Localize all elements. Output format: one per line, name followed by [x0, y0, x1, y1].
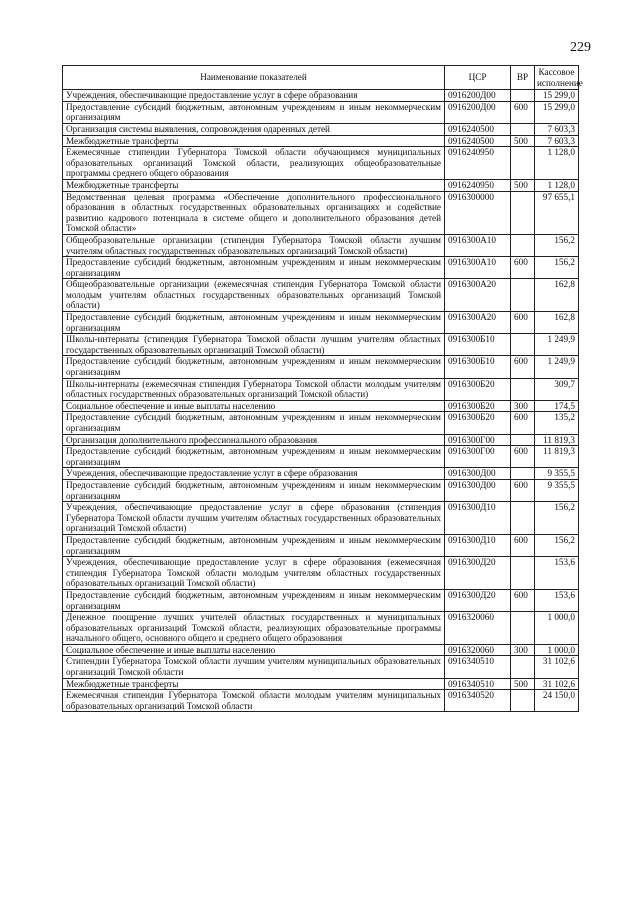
row-vr	[511, 147, 535, 180]
row-vr: 600	[511, 412, 535, 434]
row-amount: 31 102,6	[535, 678, 579, 690]
row-csr: 0916300Б20	[445, 378, 511, 400]
row-amount: 162,8	[535, 279, 579, 312]
page-number: 229	[570, 40, 591, 55]
row-csr: 0916300Г00	[445, 434, 511, 446]
table-row	[63, 557, 579, 590]
row-name: Предоставление субсидий бюджетным, автономным учреждениям и иным некоммерческим организациям	[63, 446, 445, 468]
row-name: Денежное поощрение лучших учителей областных государственных и муниципальных образовательных организаций Томской области, реализующих образовательные программы начального общего, основного общего и среднего общего образования	[63, 612, 445, 645]
row-amount: 11 819,3	[535, 434, 579, 446]
row-csr: 0916320060	[445, 612, 511, 645]
row-amount: 135,2	[535, 412, 579, 434]
table-row	[63, 101, 579, 123]
table-row	[63, 179, 579, 191]
row-amount: 1 000,0	[535, 644, 579, 656]
table-row	[63, 356, 579, 378]
row-csr: 0916300Б20	[445, 412, 511, 434]
row-amount: 156,2	[535, 534, 579, 556]
header-name: Наименование показателей	[63, 66, 445, 90]
row-csr: 0916300Д20	[445, 557, 511, 590]
table-body	[63, 90, 579, 712]
table-row	[63, 191, 579, 234]
table-row	[63, 234, 579, 256]
row-name: Предоставление субсидий бюджетным, автономным учреждениям и иным некоммерческим организациям	[63, 101, 445, 123]
row-name: Учреждения, обеспечивающие предоставление услуг в сфере образования	[63, 468, 445, 480]
header-vr: ВР	[511, 66, 535, 90]
table-row	[63, 656, 579, 678]
row-name: Ежемесячная стипендия Губернатора Томской области молодым учителям муниципальных образовательных организаций Томской области	[63, 690, 445, 712]
row-csr: 0916300000	[445, 191, 511, 234]
row-amount: 15 299,0	[535, 90, 579, 102]
row-vr	[511, 90, 535, 102]
row-amount: 1 249,9	[535, 334, 579, 356]
row-name: Учреждения, обеспечивающие предоставление услуг в сфере образования (стипендия Губернатора Томской области лучшим учителям областных государственных образовательных организаций Томской области)	[63, 502, 445, 535]
row-name: Организация дополнительного профессионального образования	[63, 434, 445, 446]
row-vr	[511, 612, 535, 645]
table-row	[63, 334, 579, 356]
row-name: Предоставление субсидий бюджетным, автономным учреждениям и иным некоммерческим организациям	[63, 412, 445, 434]
row-amount: 162,8	[535, 312, 579, 334]
row-name: Предоставление субсидий бюджетным, автономным учреждениям и иным некоммерческим организациям	[63, 534, 445, 556]
row-amount: 97 655,1	[535, 191, 579, 234]
table-row	[63, 678, 579, 690]
row-name: Учреждения, обеспечивающие предоставление услуг в сфере образования	[63, 90, 445, 102]
row-vr	[511, 557, 535, 590]
row-csr: 0916300Г00	[445, 446, 511, 468]
table-row	[63, 502, 579, 535]
row-amount: 1 249,9	[535, 356, 579, 378]
row-vr: 500	[511, 179, 535, 191]
row-csr: 0916240500	[445, 135, 511, 147]
row-vr	[511, 468, 535, 480]
row-amount: 7 603,3	[535, 135, 579, 147]
table-header	[63, 66, 583, 90]
row-name: Предоставление субсидий бюджетным, автономным учреждениям и иным некоммерческим организациям	[63, 356, 445, 378]
table-row	[63, 612, 579, 645]
row-amount: 309,7	[535, 378, 579, 400]
row-csr: 0916200Д00	[445, 101, 511, 123]
row-name: Социальное обеспечение и иные выплаты населению	[63, 400, 445, 412]
row-vr: 600	[511, 257, 535, 279]
row-name: Школы-интернаты (стипендия Губернатора Томской области лучшим учителям областных государственных образовательных организаций Томской области)	[63, 334, 445, 356]
row-name: Межбюджетные трансферты	[63, 678, 445, 690]
row-csr: 0916200Д00	[445, 90, 511, 102]
row-vr	[511, 334, 535, 356]
row-vr: 600	[511, 312, 535, 334]
table-row	[63, 90, 579, 102]
row-csr: 0916300Д00	[445, 479, 511, 501]
row-amount: 156,2	[535, 257, 579, 279]
row-csr: 0916240500	[445, 123, 511, 135]
table-row	[63, 446, 579, 468]
row-vr: 300	[511, 644, 535, 656]
row-csr: 0916320060	[445, 644, 511, 656]
table-row	[63, 468, 579, 480]
row-csr: 0916300Д10	[445, 534, 511, 556]
table-row	[63, 257, 579, 279]
table-row	[63, 412, 579, 434]
row-amount: 153,6	[535, 589, 579, 611]
row-amount: 15 299,0	[535, 101, 579, 123]
row-vr	[511, 123, 535, 135]
row-amount: 24 150,0	[535, 690, 579, 712]
row-name: Межбюджетные трансферты	[63, 135, 445, 147]
row-csr: 0916300Б20	[445, 400, 511, 412]
row-amount: 153,6	[535, 557, 579, 590]
row-name: Организация системы выявления, сопровождения одаренных детей	[63, 123, 445, 135]
row-csr: 0916300Д20	[445, 589, 511, 611]
table-row	[63, 690, 579, 712]
row-name: Стипендии Губернатора Томской области лучшим учителям муниципальных образовательных организаций Томской области	[63, 656, 445, 678]
row-vr	[511, 378, 535, 400]
row-vr	[511, 234, 535, 256]
row-csr: 0916340520	[445, 690, 511, 712]
row-vr: 600	[511, 446, 535, 468]
row-vr	[511, 434, 535, 446]
table-row	[63, 147, 579, 180]
row-name: Социальное обеспечение и иные выплаты населению	[63, 644, 445, 656]
row-amount: 156,2	[535, 502, 579, 535]
table-row	[63, 279, 579, 312]
row-amount: 1 000,0	[535, 612, 579, 645]
row-csr: 0916240950	[445, 179, 511, 191]
row-name: Предоставление субсидий бюджетным, автономным учреждениям и иным некоммерческим организациям	[63, 479, 445, 501]
row-vr: 500	[511, 678, 535, 690]
table-row	[63, 400, 579, 412]
row-amount: 9 355,5	[535, 479, 579, 501]
row-vr: 500	[511, 135, 535, 147]
table-row	[63, 434, 579, 446]
row-csr: 0916300Д00	[445, 468, 511, 480]
row-vr	[511, 690, 535, 712]
row-name: Ежемесячные стипендии Губернатора Томской области обучающимся муниципальных образовательных организаций Томской области, реализующих общеобразовательные программы среднего общего образования	[63, 147, 445, 180]
row-vr	[511, 191, 535, 234]
table-row	[63, 479, 579, 501]
row-csr: 0916300Б10	[445, 334, 511, 356]
table-row	[63, 644, 579, 656]
row-csr: 0916300А10	[445, 234, 511, 256]
row-vr: 600	[511, 356, 535, 378]
row-vr	[511, 656, 535, 678]
row-name: Предоставление субсидий бюджетным, автономным учреждениям и иным некоммерческим организациям	[63, 589, 445, 611]
row-vr: 600	[511, 534, 535, 556]
row-csr: 0916340510	[445, 678, 511, 690]
row-name: Общеобразовательные организации (стипендия Губернатора Томской области лучшим учителям областных государственных образовательных организаций Томской области)	[63, 234, 445, 256]
header-csr: ЦСР	[445, 66, 511, 90]
row-vr	[511, 279, 535, 312]
table-row	[63, 589, 579, 611]
budget-table	[62, 65, 583, 712]
header-amount: Кассовое исполнение	[535, 66, 579, 90]
row-name: Предоставление субсидий бюджетным, автономным учреждениям и иным некоммерческим организациям	[63, 312, 445, 334]
table-row	[63, 135, 579, 147]
table-row	[63, 312, 579, 334]
row-vr	[511, 502, 535, 535]
row-amount: 11 819,3	[535, 446, 579, 468]
row-amount: 156,2	[535, 234, 579, 256]
row-csr: 0916240950	[445, 147, 511, 180]
row-amount: 9 355,5	[535, 468, 579, 480]
row-amount: 31 102,6	[535, 656, 579, 678]
row-csr: 0916300Д10	[445, 502, 511, 535]
row-vr: 600	[511, 589, 535, 611]
row-csr: 0916300Б10	[445, 356, 511, 378]
row-name: Ведомственная целевая программа «Обеспечение дополнительного профессионального образования в областных государственных образовательных организациях и содействие развитию кадрового потенциала в системе общего и дополнительного образования детей Томской области»	[63, 191, 445, 234]
row-amount: 1 128,0	[535, 179, 579, 191]
row-csr: 0916300А20	[445, 279, 511, 312]
row-name: Общеобразовательные организации (ежемесячная стипендия Губернатора Томской области молодым учителям областных государственных образовательных организаций Томской области)	[63, 279, 445, 312]
row-name: Межбюджетные трансферты	[63, 179, 445, 191]
row-csr: 0916300А20	[445, 312, 511, 334]
row-vr: 600	[511, 101, 535, 123]
row-name: Предоставление субсидий бюджетным, автономным учреждениям и иным некоммерческим организациям	[63, 257, 445, 279]
row-csr: 0916340510	[445, 656, 511, 678]
row-vr: 300	[511, 400, 535, 412]
table-row	[63, 378, 579, 400]
row-amount: 1 128,0	[535, 147, 579, 180]
row-amount: 174,5	[535, 400, 579, 412]
row-name: Учреждения, обеспечивающие предоставление услуг в сфере образования (ежемесячная стипендия Губернатора Томской области молодым учителям областных государственных образовательных организаций Томской области)	[63, 557, 445, 590]
row-amount: 7 603,3	[535, 123, 579, 135]
table-row	[63, 123, 579, 135]
row-name: Школы-интернаты (ежемесячная стипендия Губернатора Томской области молодым учителям областных государственных образовательных организаций Томской области)	[63, 378, 445, 400]
row-csr: 0916300А10	[445, 257, 511, 279]
table-row	[63, 534, 579, 556]
row-vr: 600	[511, 479, 535, 501]
